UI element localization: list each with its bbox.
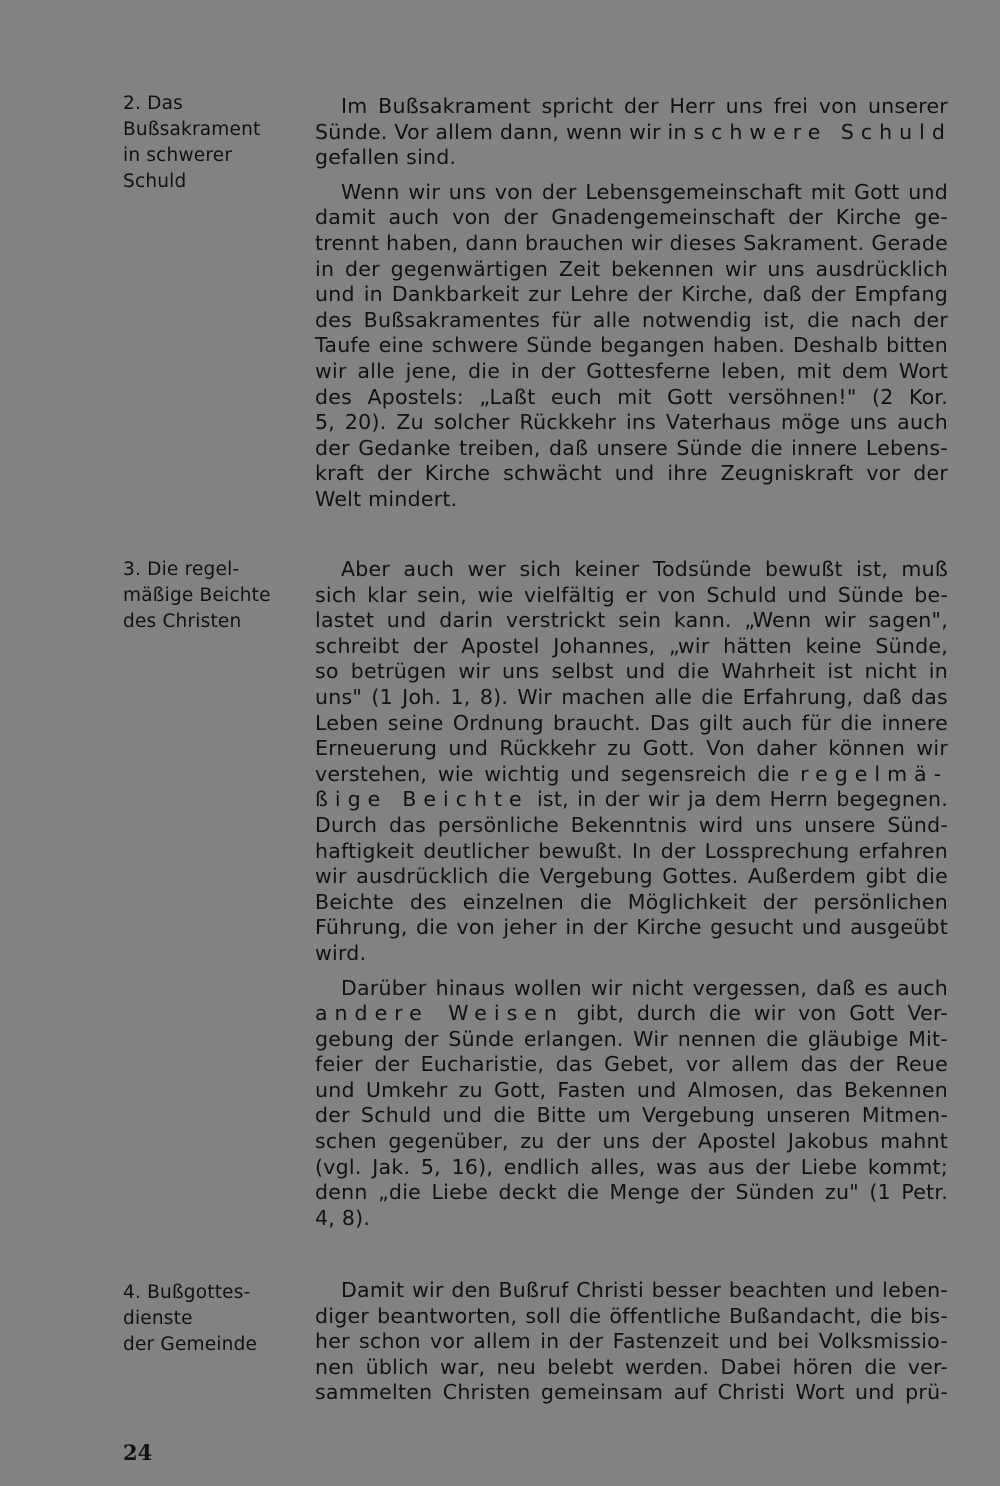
- text-line: uns" (1 Joh. 1, 8). Wir machen alle die Erfahrung, daß das: [315, 684, 948, 709]
- text-line: denn „die Liebe deckt die Menge der Sünden zu" (1 Petr.: [315, 1180, 948, 1205]
- text-line: (vgl. Jak. 5, 16), endlich alles, was aus der Liebe kommt;: [315, 1154, 948, 1179]
- heading-line: dienste: [123, 1308, 193, 1329]
- text-line: ßige Beichte ist, in der wir ja dem Herrn begegnen.: [315, 787, 948, 812]
- text-line: Leben seine Ordnung braucht. Das gilt auch für die innere: [315, 710, 948, 735]
- heading-line: in schwerer: [123, 145, 233, 166]
- text-line: wir alle jene, die in der Gottesferne leben, mit dem Wort: [315, 358, 948, 383]
- section-body: [315, 557, 948, 1240]
- heading-line: Bußsakrament: [123, 119, 261, 140]
- paragraph: [315, 180, 948, 513]
- page-number: 24: [123, 1440, 153, 1465]
- text-line: so betrügen wir uns selbst und die Wahrheit ist nicht in: [315, 659, 948, 684]
- heading-line: Schuld: [123, 171, 187, 192]
- paragraph: [315, 1278, 948, 1406]
- text-line: Darüber hinaus wollen wir nicht vergessen, daß es auch: [341, 975, 948, 1000]
- text-line: damit auch von der Gnadengemeinschaft der Kirche ge-: [315, 205, 948, 230]
- text-line: andere Weisen gibt, durch die wir von Gott Ver-: [315, 1001, 949, 1026]
- text-line: nen üblich war, neu belebt werden. Dabei hören die ver-: [315, 1354, 948, 1379]
- text-line: Im Bußsakrament spricht der Herr uns frei von unserer: [341, 94, 948, 118]
- text-line: Wenn wir uns von der Lebensgemeinschaft mit Gott und: [341, 179, 948, 204]
- heading-line: 3. Die regel-: [123, 559, 240, 580]
- text-line: der Gedanke treiben, daß unsere Sünde die innere Lebens-: [315, 435, 948, 460]
- section-heading: [123, 91, 293, 195]
- text-line: der Schuld und die Bitte um Vergebung unseren Mitmen-: [315, 1103, 948, 1128]
- text-line: des Apostels: „Laßt euch mit Gott versöhnen!" (2 Kor.: [315, 384, 948, 409]
- heading-line: der Gemeinde: [123, 1334, 258, 1355]
- section-body: [315, 1278, 948, 1415]
- heading-line: 2. Das: [123, 93, 183, 114]
- text-line: sich klar sein, wie vielfältig er von Schuld und Sünde be-: [315, 582, 948, 607]
- text-line: Aber auch wer sich keiner Todsünde bewußt ist, muß: [341, 557, 948, 581]
- spaced-emphasis: regelmä-: [800, 761, 948, 786]
- text-line: und in Dankbarkeit zur Lehre der Kirche, daß der Empfang: [315, 282, 948, 307]
- heading-line: des Christen: [123, 611, 242, 632]
- text-line: gefallen sind.: [315, 145, 457, 170]
- text-line: trennt haben, dann brauchen wir dieses Sakrament. Gerade: [315, 230, 948, 255]
- text-line: und Umkehr zu Gott, Fasten und Almosen, das Bekennen: [315, 1077, 948, 1102]
- text-line: verstehen, wie wichtig und segensreich die regelmä-: [315, 761, 948, 786]
- text-line: gebung der Sünde erlangen. Wir nennen die gläubige Mit-: [315, 1026, 948, 1051]
- text-line: lastet und darin verstrickt sein kann. „Wenn wir sagen",: [315, 608, 948, 633]
- spaced-emphasis: andere Weisen: [315, 1001, 564, 1026]
- section-heading: [123, 557, 293, 635]
- text-line: Sünde. Vor allem dann, wenn wir in schwere Schuld: [315, 119, 952, 144]
- text-line: schen gegenüber, zu der uns der Apostel Jakobus mahnt: [315, 1129, 948, 1154]
- text-line: 4, 8).: [315, 1205, 371, 1230]
- text-line: 5, 20). Zu solcher Rückkehr ins Vaterhaus möge uns auch: [315, 410, 948, 435]
- heading-line: 4. Bußgottes-: [123, 1282, 251, 1303]
- section-body: [315, 94, 952, 522]
- text-line: Beichte des einzelnen die Möglichkeit der persönlichen: [315, 889, 948, 914]
- text-line: sammelten Christen gemeinsam auf Christi Wort und prü-: [315, 1380, 948, 1405]
- text-line: des Bußsakramentes für alle notwendig ist, die nach der: [315, 307, 948, 332]
- text-line: in der gegenwärtigen Zeit bekennen wir uns ausdrücklich: [315, 256, 948, 281]
- text-line: wir ausdrücklich die Vergebung Gottes. Außerdem gibt die: [315, 864, 948, 889]
- text-line: Durch das persönliche Bekenntnis wird uns unsere Sünd-: [315, 812, 948, 837]
- spaced-emphasis: schwere Schuld: [693, 119, 952, 144]
- text-line: Erneuerung und Rückkehr zu Gott. Von daher können wir: [315, 736, 948, 761]
- spaced-emphasis: ßige Beichte: [315, 787, 529, 812]
- paragraph: [315, 976, 948, 1232]
- text-line: Taufe eine schwere Sünde begangen haben. Deshalb bitten: [315, 333, 948, 358]
- text-line: diger beantworten, soll die öffentliche Bußandacht, die bis-: [315, 1303, 948, 1328]
- text-line: Führung, die von jeher in der Kirche gesucht und ausgeübt: [315, 915, 948, 940]
- heading-line: mäßige Beichte: [123, 585, 271, 606]
- paragraph: [315, 557, 948, 967]
- text-line: schreibt der Apostel Johannes, „wir hätten keine Sünde,: [315, 633, 948, 658]
- text-line: wird.: [315, 940, 367, 965]
- text-line: kraft der Kirche schwächt und ihre Zeugniskraft vor der: [315, 461, 948, 486]
- text-line: her schon vor allem in der Fastenzeit und bei Volksmissio-: [315, 1329, 948, 1354]
- text-line: Welt mindert.: [315, 486, 458, 511]
- text-line: haftigkeit deutlicher bewußt. In der Lossprechung erfahren: [315, 838, 948, 863]
- text-line: feier der Eucharistie, das Gebet, vor allem das der Reue: [315, 1052, 948, 1077]
- text-line: Damit wir den Bußruf Christi besser beachten und leben-: [341, 1278, 948, 1302]
- section-heading: [123, 1280, 293, 1358]
- paragraph: [315, 94, 952, 171]
